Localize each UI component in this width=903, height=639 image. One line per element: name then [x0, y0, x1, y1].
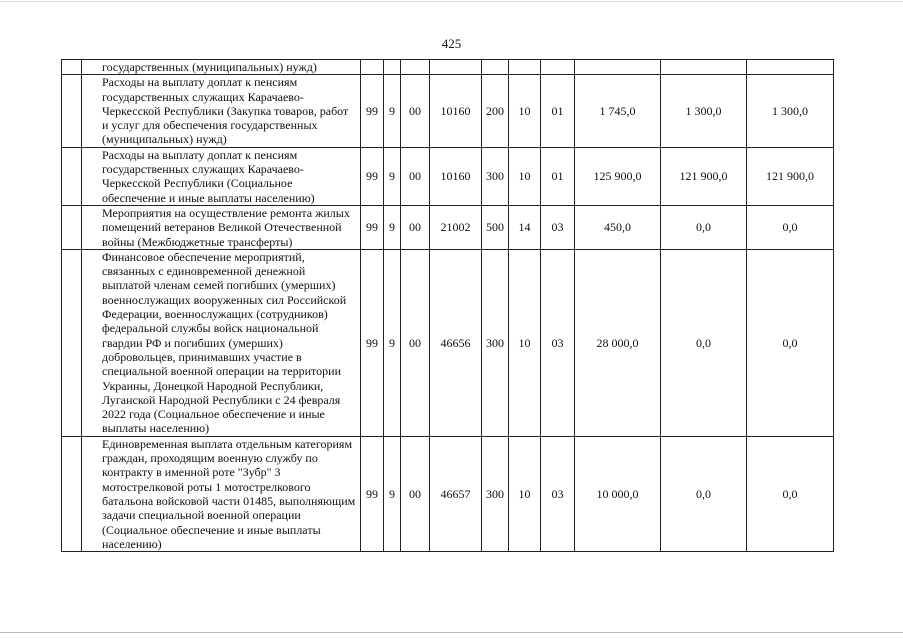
subsection-cell: 03: [541, 436, 575, 551]
code-3-cell: 00: [401, 147, 430, 205]
code-3-cell: 00: [401, 205, 430, 249]
section-cell: 10: [509, 249, 541, 436]
table-row: [62, 436, 834, 551]
empty-cell: [62, 205, 82, 249]
amount-year-3-cell: 0,0: [747, 205, 834, 249]
code-1-cell: 99: [361, 249, 384, 436]
empty-cell: [62, 60, 82, 75]
empty-cell: [62, 249, 82, 436]
subsection-cell: 03: [541, 205, 575, 249]
amount-year-2-cell: 0,0: [661, 436, 747, 551]
code-3-cell: 00: [401, 75, 430, 147]
code-2-cell: 9: [384, 249, 401, 436]
code-3-cell: 00: [401, 249, 430, 436]
table-row: [62, 75, 834, 147]
amount-year-1-cell: 10 000,0: [575, 436, 661, 551]
scan-edge-bottom: [0, 632, 903, 633]
code-2-cell: 9: [384, 75, 401, 147]
amount-year-1-cell: 1 745,0: [575, 75, 661, 147]
amount-year-2-cell: 1 300,0: [661, 75, 747, 147]
empty-cell: [62, 147, 82, 205]
page-number: 425: [441, 36, 462, 51]
expense-name-cell: Единовременная выплата отдельным категориям граждан, проходящим военную службу по контракту в именной роте "Зубр" 3 мотострелковой роты 1 мотострелкового батальона войсковой части 01485, выполняющим задачи специальной военной операции (Социальное обеспечение и иные выплаты населению): [82, 436, 361, 551]
amount-year-3-cell: 0,0: [747, 249, 834, 436]
expense-type-cell: 200: [482, 75, 509, 147]
amount-year-3-cell: 1 300,0: [747, 75, 834, 147]
section-cell: 10: [509, 147, 541, 205]
amount-year-1-cell: 450,0: [575, 205, 661, 249]
section-cell: 10: [509, 436, 541, 551]
budget-table: [61, 59, 834, 552]
expense-name-cell: Финансовое обеспечение мероприятий, связанных с единовременной денежной выплатой членам семей погибших (умерших) военнослужащих вооруженных сил Российской Федерации, военнослужащих (сотрудников) федеральной службы войск национальной гвардии РФ и погибших (умерших) добровольцев, принимавших участие в специальной военной операции на территории Украины, Донецкой Народной Республики, Луганской Народной Республики с 24 февраля 2022 года (Социальное обеспечение и иные выплаты населению): [82, 249, 361, 436]
amount-year-1-cell: 28 000,0: [575, 249, 661, 436]
code-1-cell: 99: [361, 147, 384, 205]
expense-type-cell: 500: [482, 205, 509, 249]
amount-year-3-cell: 121 900,0: [747, 147, 834, 205]
code-1-cell: 99: [361, 75, 384, 147]
code-2-cell: 9: [384, 147, 401, 205]
continuation-row: [62, 60, 834, 75]
continuation-text: государственных (муниципальных) нужд): [82, 60, 361, 75]
table-row: [62, 249, 834, 436]
code-4-cell: 21002: [430, 205, 482, 249]
expense-name-cell: Расходы на выплату доплат к пенсиям государственных служащих Карачаево-Черкесской Республики (Закупка товаров, работ и услуг для обеспечения государственных (муниципальных) нужд): [82, 75, 361, 147]
expense-name-cell: Мероприятия на осуществление ремонта жилых помещений ветеранов Великой Отечественной войны (Межбюджетные трансферты): [82, 205, 361, 249]
empty-cell: [62, 75, 82, 147]
empty-cell: [62, 436, 82, 551]
code-4-cell: 46657: [430, 436, 482, 551]
amount-year-2-cell: 0,0: [661, 249, 747, 436]
amount-year-2-cell: 121 900,0: [661, 147, 747, 205]
section-cell: 14: [509, 205, 541, 249]
code-3-cell: 00: [401, 436, 430, 551]
code-2-cell: 9: [384, 436, 401, 551]
table-row: [62, 205, 834, 249]
amount-year-1-cell: 125 900,0: [575, 147, 661, 205]
scan-edge-top: [0, 1, 903, 2]
expense-name-cell: Расходы на выплату доплат к пенсиям государственных служащих Карачаево-Черкесской Республики (Социальное обеспечение и иные выплаты населению): [82, 147, 361, 205]
code-4-cell: 10160: [430, 147, 482, 205]
subsection-cell: 01: [541, 147, 575, 205]
code-4-cell: 10160: [430, 75, 482, 147]
expense-type-cell: 300: [482, 249, 509, 436]
amount-year-2-cell: 0,0: [661, 205, 747, 249]
expense-type-cell: 300: [482, 436, 509, 551]
section-cell: 10: [509, 75, 541, 147]
code-2-cell: 9: [384, 205, 401, 249]
amount-year-3-cell: 0,0: [747, 436, 834, 551]
expense-type-cell: 300: [482, 147, 509, 205]
code-1-cell: 99: [361, 436, 384, 551]
subsection-cell: 03: [541, 249, 575, 436]
table-row: [62, 147, 834, 205]
code-4-cell: 46656: [430, 249, 482, 436]
subsection-cell: 01: [541, 75, 575, 147]
code-1-cell: 99: [361, 205, 384, 249]
